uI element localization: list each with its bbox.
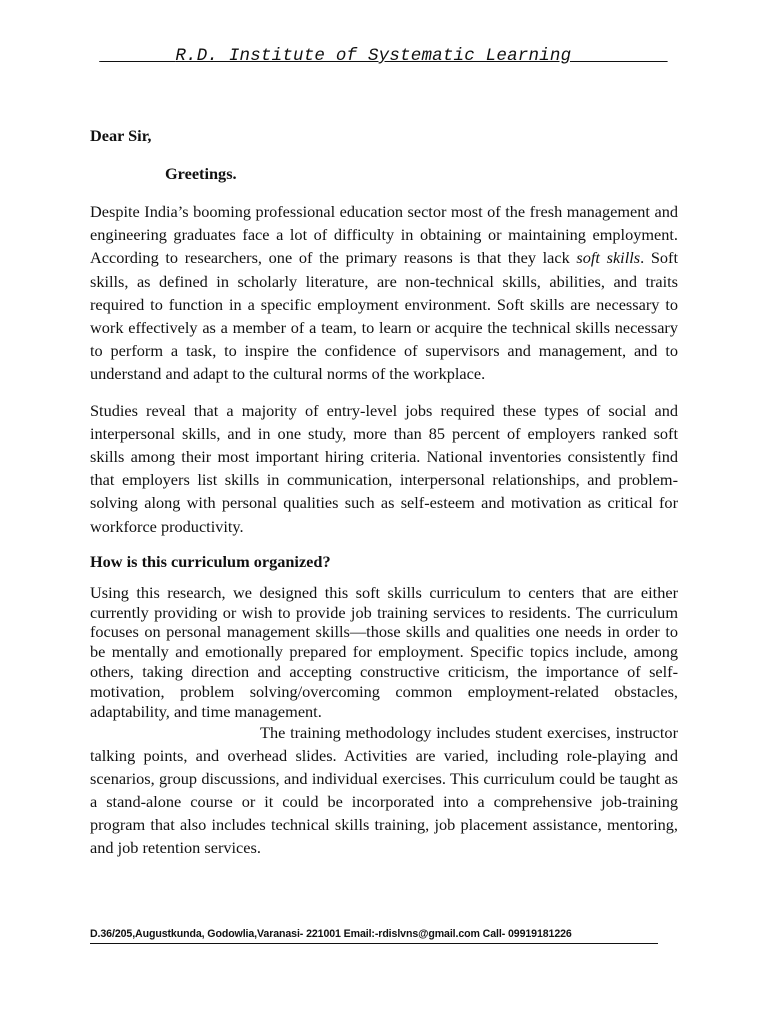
greeting: Greetings. — [165, 164, 237, 183]
paragraph-intro — [90, 200, 678, 386]
letterhead-rule-right: _________ — [571, 46, 668, 66]
letterhead-title — [0, 46, 768, 66]
institute-name: R.D. Institute of Systematic Learning — [175, 46, 572, 66]
paragraph-research: Using this research, we designed this soft skills curriculum to centers that are either currently providing or wish to provide job training services to residents. The curriculum focuses on personal management skills—those skills and qualities one needs in order to be mentally and emotionally prepared for employment. Specific topics include, among others, taking direction and accepting constructive criticism, the importance of self-motivation, problem solving/overcoming common employment-related obstacles, adaptability, and time management. — [90, 582, 678, 721]
paragraph-intro-part1: Despite India’s booming professional education sector most of the fresh management and engineering graduates face a lot of difficulty in obtaining or maintaining employment. According to researchers, one of the primary reasons is that they lack — [90, 202, 678, 268]
footer-contact: D.36/205,Augustkunda, Godowlia,Varanasi- 221001 Email:-rdislvns@gmail.com Call- 09919181226 — [90, 928, 658, 944]
soft-skills-emphasis: soft skills — [576, 248, 641, 268]
letterhead-rule-left: _______ — [100, 46, 176, 66]
paragraph-methodology: The training methodology includes student exercises, instructor talking points, and overhead slides. Activities are varied, including role-playing and scenarios, group discussions, and individual exercises. This curriculum could be taught as a stand-alone course or it could be incorporated into a comprehensive job-training program that also includes technical skills training, job placement assistance, mentoring, and job retention services. — [90, 723, 678, 858]
section-heading: How is this curriculum organized? — [90, 551, 331, 571]
paragraph-studies: Studies reveal that a majority of entry-level jobs required these types of social and interpersonal skills, and in one study, more than 85 percent of employers ranked soft skills among their most important hiring criteria. National inventories consistently find that employers list skills in communication, interpersonal relationships, and problem-solving along with personal qualities such as self-esteem and motivation as critical for workforce productivity. — [90, 400, 678, 536]
salutation: Dear Sir, — [90, 126, 152, 145]
letter-body — [90, 124, 678, 859]
paragraph-intro-part2: . Soft skills, as defined in scholarly literature, are non-technical skills, abilities, and traits required to function in a specific employment environment. Soft skills are necessary to work effectively as a member of a team, to learn or acquire the technical skills necessary to perform a task, to inspire the confidence of supervisors and management, and to understand and adapt to the cultural norms of the workplace. — [90, 248, 678, 384]
